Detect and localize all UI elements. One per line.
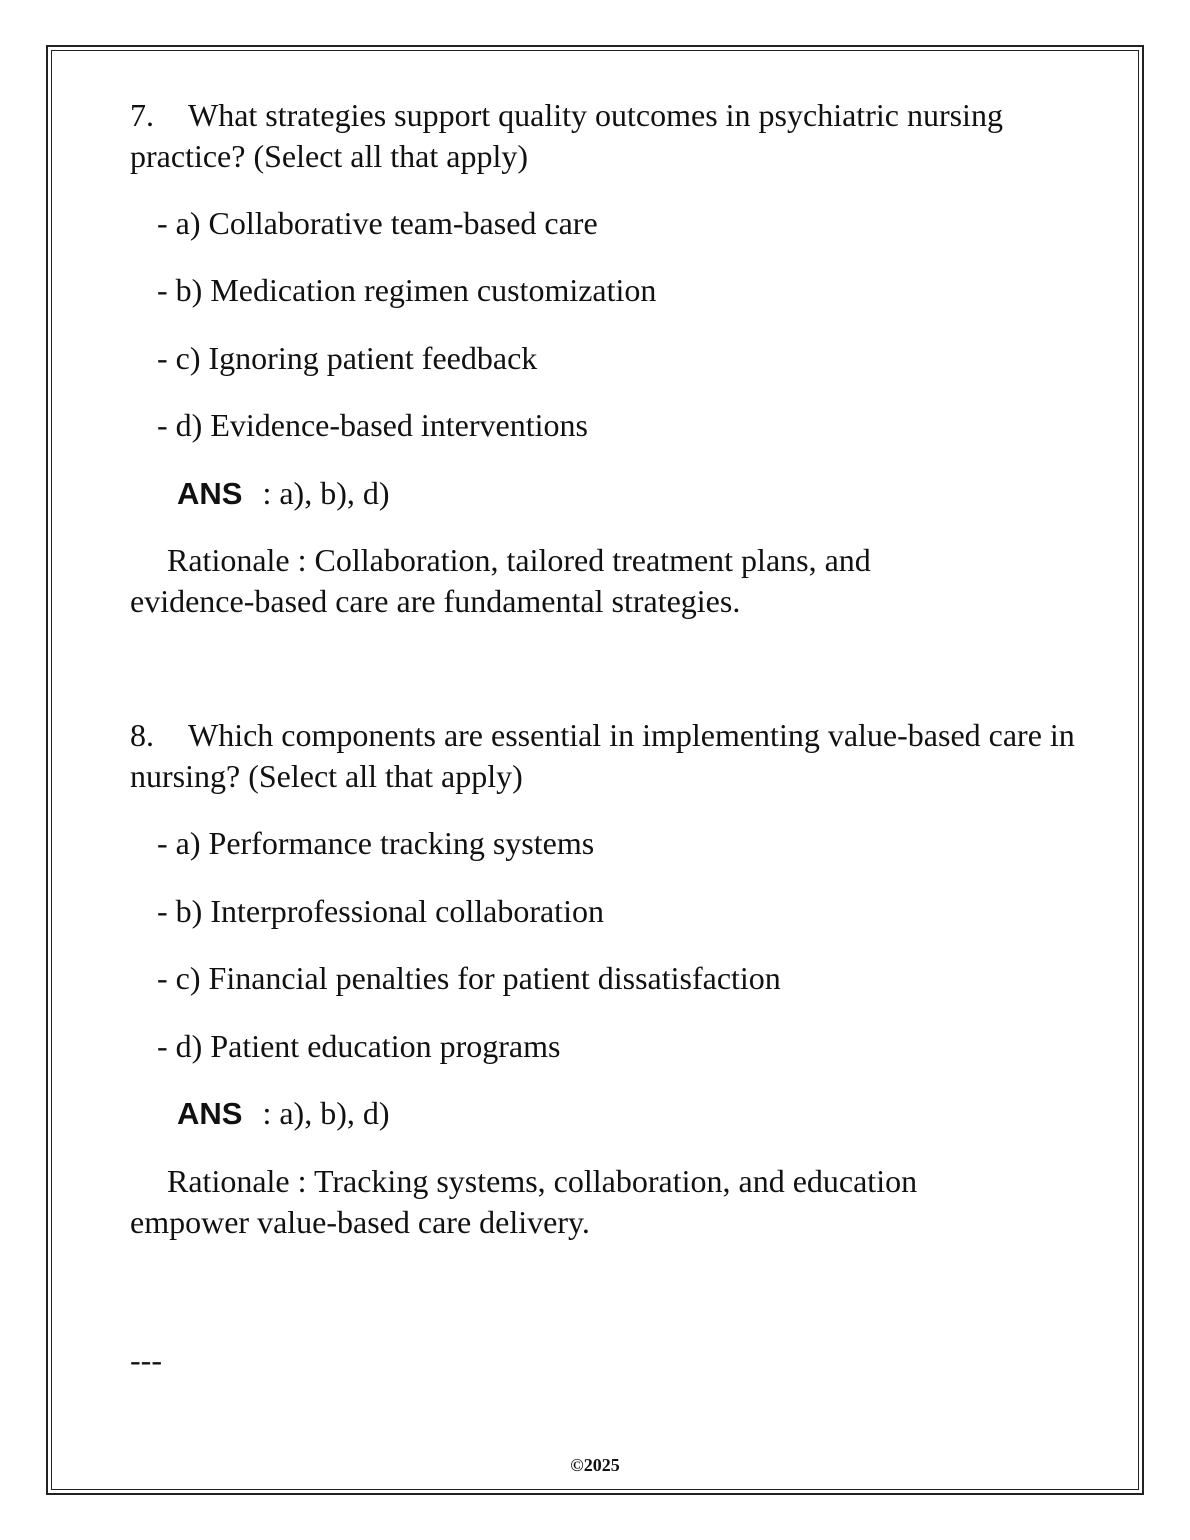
question-7-option-c: - c) Ignoring patient feedback: [157, 340, 538, 376]
separator: ---: [130, 1342, 162, 1378]
question-8: [130, 715, 1090, 797]
question-8-option-b: - b) Interprofessional collaboration: [157, 893, 604, 929]
answer-label: ANS: [177, 1096, 243, 1131]
question-7-number: 7.: [130, 97, 154, 133]
answer-value: : a), b), d): [262, 475, 390, 511]
question-7-option-a: - a) Collaborative team-based care: [157, 205, 598, 241]
question-7: [130, 95, 1090, 177]
question-8-number: 8.: [130, 717, 154, 753]
answer-value: : a), b), d): [262, 1095, 390, 1131]
question-7-rationale: Rationale : Collaboration, tailored treatment plans, and evidence-based care are fundamental strategies.: [130, 542, 871, 619]
question-8-answer: [130, 1093, 390, 1134]
question-8-text: 8. Which components are essential in implementing value-based care in nursing? (Select all that apply): [130, 717, 1075, 794]
question-7-option-d: - d) Evidence-based interventions: [157, 407, 588, 443]
question-8-rationale: Rationale : Tracking systems, collaboration, and education empower value-based care delivery.: [130, 1163, 918, 1240]
question-8-option-d: - d) Patient education programs: [157, 1028, 561, 1064]
copyright-footer: ©2025: [570, 1455, 620, 1475]
question-8-option-a: - a) Performance tracking systems: [157, 825, 595, 861]
question-7-answer: [130, 473, 390, 514]
answer-label: ANS: [177, 476, 243, 511]
question-7-option-b: - b) Medication regimen customization: [157, 272, 657, 308]
question-7-text: 7. What strategies support quality outcomes in psychiatric nursing practice? (Select all that apply): [130, 97, 1003, 174]
question-8-option-c: - c) Financial penalties for patient dissatisfaction: [157, 960, 781, 996]
